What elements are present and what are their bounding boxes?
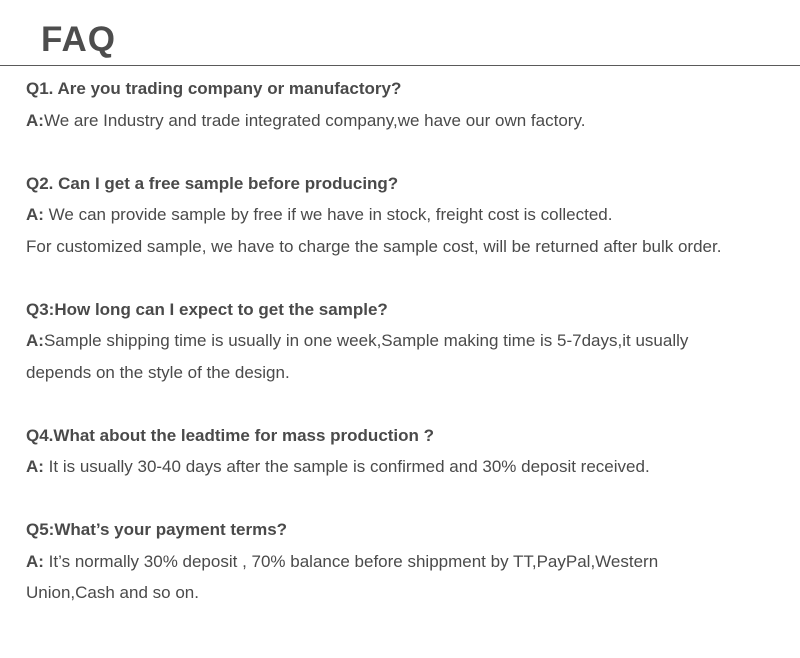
faq-list xyxy=(26,73,746,640)
faq-question-q1: Q1. Are you trading company or manufactory? xyxy=(26,79,402,98)
faq-item-q5 xyxy=(26,514,746,609)
faq-item-q4 xyxy=(26,420,746,483)
faq-item-q1 xyxy=(26,73,746,136)
answer-prefix: A: xyxy=(26,331,44,350)
faq-answer-q2 xyxy=(26,199,746,262)
answer-text-extra: For customized sample, we have to charge the sample cost, will be returned after bulk order. xyxy=(26,236,722,256)
answer-prefix: A: xyxy=(26,110,44,130)
answer-prefix: A: xyxy=(26,457,44,476)
faq-question-q3: Q3:How long can I expect to get the sample? xyxy=(26,299,388,319)
faq-answer-q1 xyxy=(26,105,746,137)
answer-text: It’s normally 30% deposit , 70% balance before shippment by TT,PayPal,Western Union,Cash and so on. xyxy=(26,551,659,602)
faq-question-q5: Q5:What’s your payment terms? xyxy=(26,520,288,539)
answer-text: It is usually 30-40 days after the sample is confirmed and 30% deposit received. xyxy=(43,457,650,476)
answer-prefix: A: xyxy=(26,205,44,224)
answer-text: We are Industry and trade integrated company,we have our own factory. xyxy=(43,110,586,130)
faq-item-q3 xyxy=(26,294,746,389)
faq-answer-q5 xyxy=(26,546,746,609)
title-divider xyxy=(0,65,800,66)
faq-answer-q4 xyxy=(26,451,746,483)
faq-question-q2: Q2. Can I get a free sample before producing? xyxy=(26,173,399,193)
page-title: FAQ xyxy=(41,20,116,59)
faq-answer-q3 xyxy=(26,325,746,388)
answer-text: We can provide sample by free if we have in stock, freight cost is collected. xyxy=(43,205,613,224)
faq-item-q2 xyxy=(26,168,746,263)
answer-prefix: A: xyxy=(26,551,44,571)
faq-question-q4: Q4.What about the leadtime for mass production ? xyxy=(26,425,435,445)
answer-text: Sample shipping time is usually in one week,Sample making time is 5-7days,it usually depends on the style of the design. xyxy=(26,331,689,382)
